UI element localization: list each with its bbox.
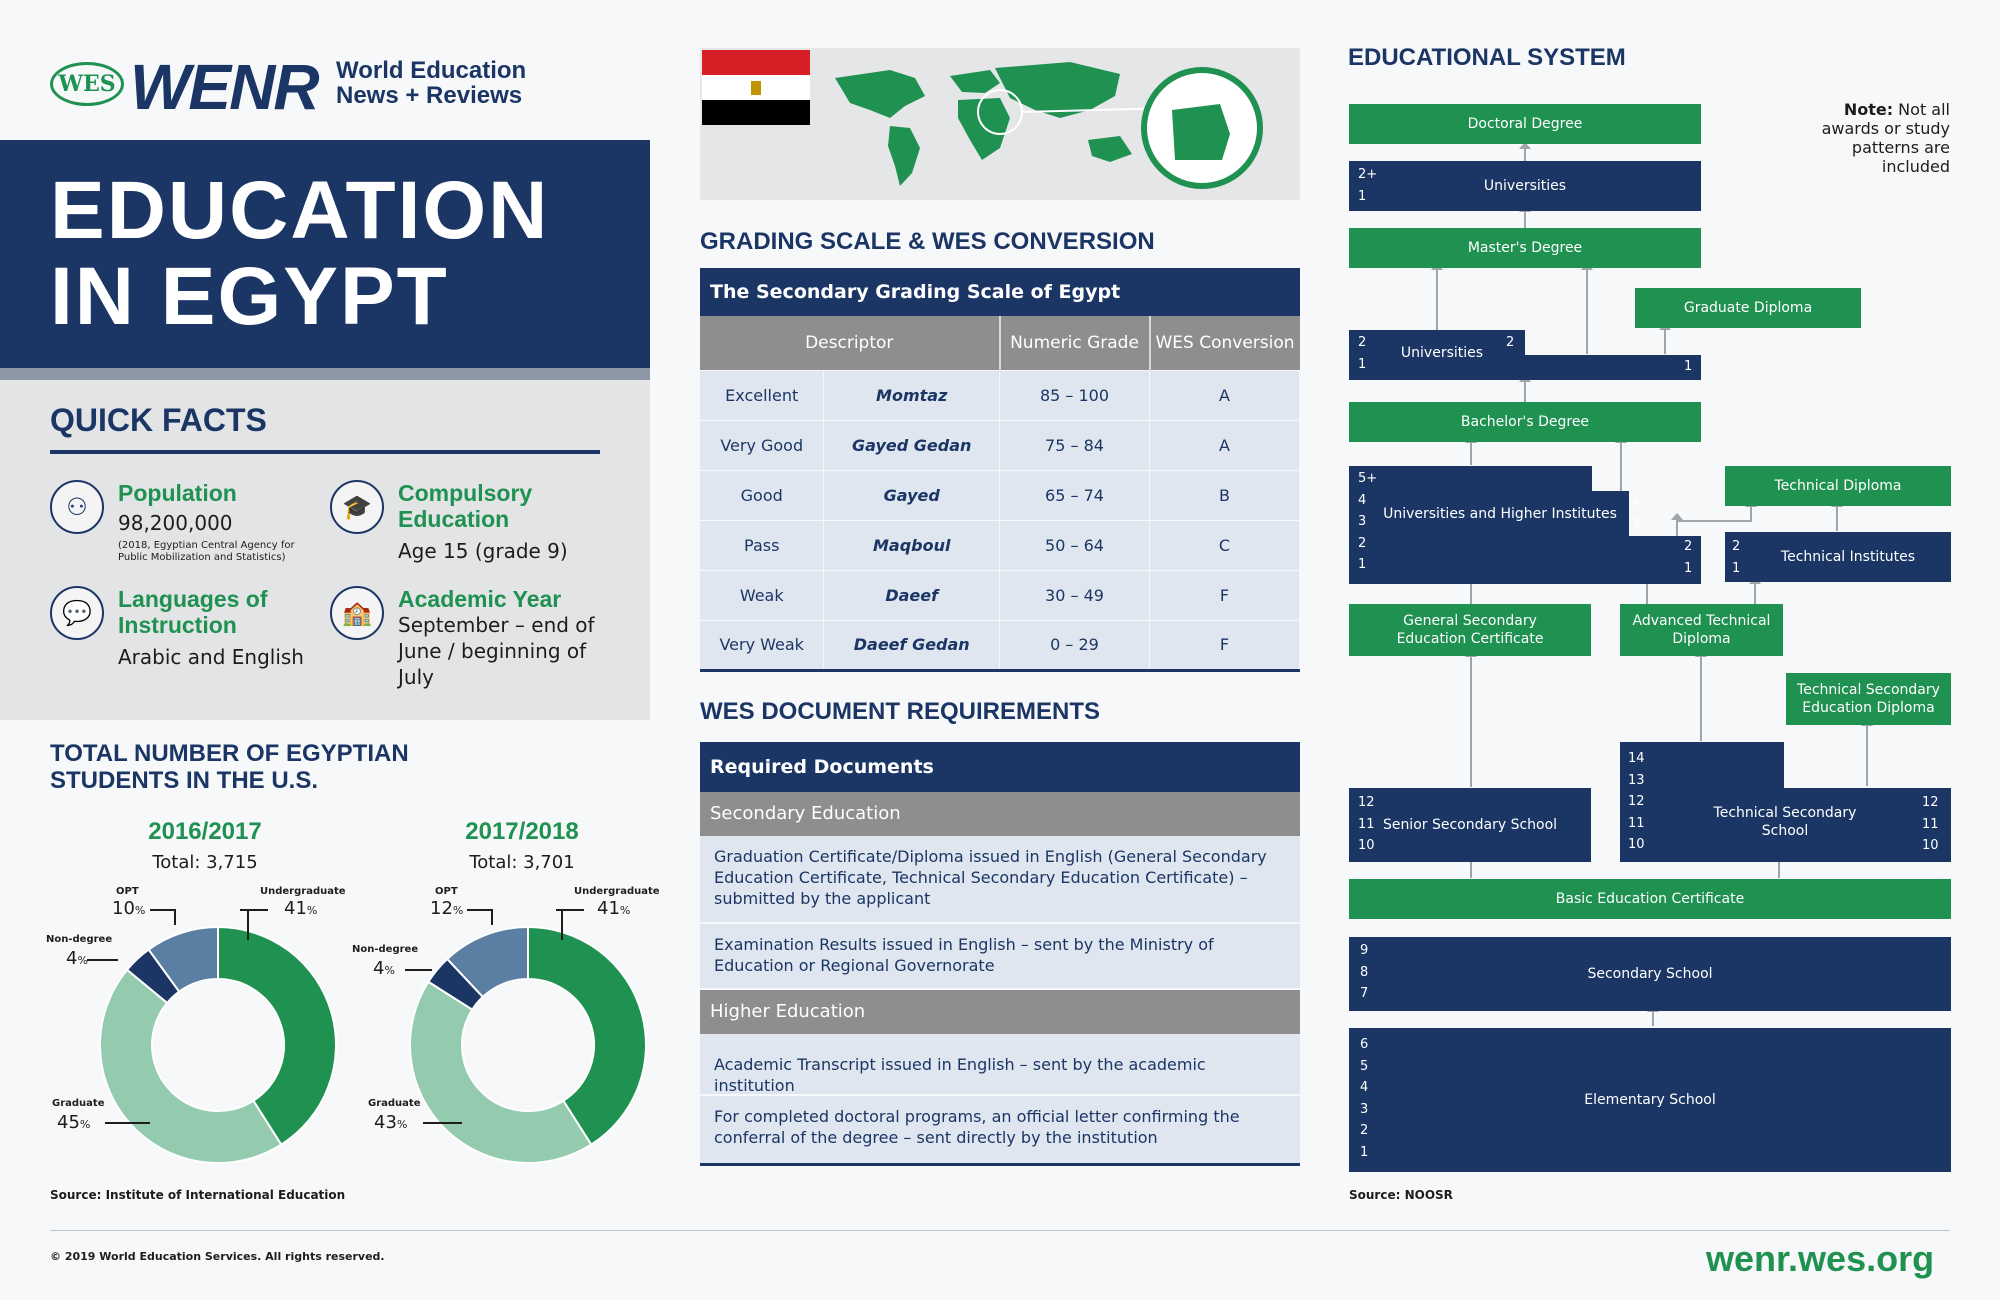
graduation-cap-icon: 🎓 [330, 480, 384, 534]
chart2-year: 2017/2018 [465, 818, 579, 845]
years-label: 2 1 [1684, 539, 1693, 576]
cell-numeric: 65 – 74 [1000, 470, 1150, 520]
egypt-map-icon [1172, 104, 1230, 160]
fact-label: Academic Year [398, 586, 562, 612]
label-non-degree: Non-degree [46, 934, 113, 945]
slice-graduate [100, 970, 281, 1163]
arrow [1470, 657, 1472, 787]
masters-degree-box: Master's Degree [1349, 228, 1701, 268]
cell-numeric: 0 – 29 [1000, 620, 1150, 670]
label-non-degree: Non-degree [352, 944, 419, 955]
arrow [1436, 270, 1438, 330]
secondary-education-label: Secondary Education [700, 792, 1300, 836]
years-label: 4 3 [1632, 495, 1641, 532]
chart1-total: Total: 3,715 [152, 852, 258, 873]
technical-secondary-diploma-box: Technical Secondary Education Diploma [1786, 673, 1951, 725]
label-graduate: Graduate [52, 1098, 105, 1109]
table-row [700, 520, 1300, 570]
page-title [0, 140, 650, 368]
documents-box-title: Required Documents [700, 742, 1300, 792]
documents-heading: WES DOCUMENT REQUIREMENTS [700, 698, 1101, 725]
higher-education-label: Higher Education [700, 990, 1300, 1034]
value-non-degree: 4% [66, 948, 88, 969]
cell-wes: C [1150, 520, 1300, 570]
cell-arabic-term: Gayed [824, 470, 1000, 520]
note-text: Not all awards or study patterns are included [1821, 100, 1950, 176]
cell-descriptor: Very Weak [700, 620, 824, 670]
cell-arabic-term: Maqboul [824, 520, 1000, 570]
graduate-diploma-box: Graduate Diploma [1635, 288, 1861, 328]
fact-compulsory-education [398, 480, 598, 564]
arrow [1754, 584, 1756, 604]
students-heading-line1: TOTAL NUMBER OF EGYPTIAN [50, 740, 409, 767]
fact-label: Languages of Instruction [118, 586, 268, 638]
years-label: 2+ 1 [1358, 167, 1378, 204]
label-opt: OPT [116, 886, 139, 897]
years-label: 9 8 7 [1360, 943, 1369, 1001]
column-wes-conversion: WES Conversion [1150, 316, 1300, 370]
label-graduate: Graduate [368, 1098, 421, 1109]
years-label: 12 11 10 [1922, 795, 1939, 853]
value-number: 41 [284, 898, 307, 919]
students-heading-line2: STUDENTS IN THE U.S. [50, 767, 319, 794]
fact-value: September – end of June / beginning of July [398, 613, 595, 689]
arrow [1524, 382, 1526, 402]
general-secondary-cert-box: General Secondary Education Certificate [1349, 604, 1591, 656]
cell-numeric: 85 – 100 [1000, 370, 1150, 420]
logo-line1: World Education [336, 57, 527, 84]
cell-wes: F [1150, 620, 1300, 670]
edu-system-note [1800, 100, 1950, 176]
speech-bubble-icon: 💬 [50, 586, 104, 640]
logo-line2: News + Reviews [336, 82, 523, 109]
grading-table [700, 268, 1300, 672]
edu-system-source: Source: NOOSR [1349, 1188, 1453, 1202]
document-item: Graduation Certificate/Diploma issued in English (General Secondary Education Certificate, Technical Secondary Education Certificate) – submitted by the applicant [700, 836, 1300, 924]
table-row [700, 470, 1300, 520]
technical-secondary-school-box: Technical Secondary School [1713, 805, 1857, 839]
years-label: 2 [1506, 335, 1515, 350]
cell-descriptor: Good [700, 470, 824, 520]
table-row [700, 570, 1300, 620]
cell-arabic-term: Gayed Gedan [824, 420, 1000, 470]
chart2-total: Total: 3,701 [469, 852, 575, 873]
title-divider [0, 368, 650, 380]
people-icon: ⚇ [50, 480, 104, 534]
value-number: 4 [66, 948, 78, 969]
value-number: 43 [374, 1112, 397, 1133]
slice-graduate [410, 982, 591, 1163]
column-descriptor: Descriptor [700, 316, 1000, 370]
document-item: Academic Transcript issued in English – sent by the academic institution [700, 1034, 1300, 1096]
students-source: Source: Institute of International Education [50, 1188, 346, 1202]
elementary-school-box: Elementary School [1349, 1028, 1951, 1172]
value-number: 12 [430, 898, 453, 919]
value-graduate: 43% [374, 1112, 408, 1133]
school-building-icon: 🏫 [330, 586, 384, 640]
world-map-icon [835, 62, 1132, 186]
technical-secondary-shape [1620, 742, 1951, 862]
logo-subtitle [336, 58, 526, 108]
years-label: 12 11 10 [1358, 795, 1375, 853]
grading-heading: GRADING SCALE & WES CONVERSION [700, 228, 1155, 255]
label-undergraduate: Undergraduate [574, 886, 660, 897]
fact-languages [118, 586, 318, 670]
doctoral-degree-box: Doctoral Degree [1349, 104, 1701, 144]
students-heading [50, 740, 409, 794]
arrow [1652, 1012, 1654, 1026]
donut-charts [0, 870, 650, 1190]
donut-chart-2017 [410, 927, 646, 1163]
cell-arabic-term: Daeef Gedan [824, 620, 1000, 670]
secondary-school-box: Secondary School [1349, 937, 1951, 1011]
edu-system-heading: EDUCATIONAL SYSTEM [1348, 44, 1626, 71]
document-item: For completed doctoral programs, an official letter confirming the conferral of the degree – sent directly by the institution [700, 1096, 1300, 1166]
arrow [1778, 862, 1780, 878]
copyright: © 2019 World Education Services. All rights reserved. [50, 1250, 385, 1263]
label-undergraduate: Undergraduate [260, 886, 346, 897]
years-label: 6 5 4 3 2 1 [1360, 1037, 1369, 1160]
value-undergraduate: 41% [284, 898, 318, 919]
arrow [1750, 507, 1752, 521]
fact-academic-year [398, 586, 598, 690]
fact-value: Arabic and English [118, 645, 304, 669]
cell-arabic-term: Momtaz [824, 370, 1000, 420]
column-numeric-grade: Numeric Grade [1000, 316, 1150, 370]
arrow [1646, 584, 1648, 604]
fact-population [118, 480, 318, 564]
leader-line [150, 910, 175, 925]
arrow [1700, 657, 1702, 741]
egypt-flag-icon [702, 50, 810, 125]
value-opt: 10% [112, 898, 146, 919]
table-row [700, 420, 1300, 470]
wes-logo-mark [50, 62, 124, 106]
years-label: 1 [1684, 359, 1693, 374]
table-row [700, 620, 1300, 670]
donut-chart-2016 [100, 927, 336, 1163]
fact-label: Population [118, 480, 237, 506]
bachelors-degree-box: Bachelor's Degree [1349, 402, 1701, 442]
cell-wes: B [1150, 470, 1300, 520]
universities-box: Universities [1349, 161, 1701, 211]
value-opt: 12% [430, 898, 464, 919]
arrow [1836, 507, 1838, 531]
value-graduate: 45% [57, 1112, 91, 1133]
cell-descriptor: Excellent [700, 370, 824, 420]
value-number: 45 [57, 1112, 80, 1133]
years-label: 2 1 [1732, 539, 1741, 576]
basic-education-cert-box: Basic Education Certificate [1349, 879, 1951, 919]
cell-numeric: 30 – 49 [1000, 570, 1150, 620]
technical-institutes-box: Technical Institutes [1725, 532, 1951, 582]
site-link[interactable]: wenr.wes.org [1706, 1238, 1935, 1279]
years-label: 5+ 4 3 2 1 [1358, 471, 1378, 572]
arrow [1470, 443, 1472, 465]
cell-wes: A [1150, 370, 1300, 420]
technical-diploma-box: Technical Diploma [1725, 466, 1951, 506]
advanced-technical-diploma-box: Advanced Technical Diploma [1620, 604, 1783, 656]
label-opt: OPT [435, 886, 458, 897]
note-label: Note: [1843, 100, 1894, 119]
title-line1: EDUCATION [50, 165, 550, 256]
cell-numeric: 50 – 64 [1000, 520, 1150, 570]
senior-secondary-school-box: Senior Secondary School [1349, 788, 1591, 862]
fact-label: Compulsory Education [398, 480, 533, 532]
fact-note: (2018, Egyptian Central Agency for Public Mobilization and Statistics) [118, 540, 295, 563]
cell-wes: A [1150, 420, 1300, 470]
egypt-flag-and-map [700, 48, 1300, 200]
document-item: Examination Results issued in English – sent by the Ministry of Education or Regional Governorate [700, 924, 1300, 990]
wenr-logo: WENR [130, 51, 318, 123]
years-label: 2 1 [1358, 335, 1367, 372]
arrow [1470, 862, 1472, 878]
leader-line [467, 910, 492, 925]
fact-value: Age 15 (grade 9) [398, 539, 568, 563]
univ-higher-shape [1349, 466, 1701, 584]
arrow [1524, 149, 1526, 161]
table-row [700, 370, 1300, 420]
value-undergraduate: 41% [597, 898, 631, 919]
cell-descriptor: Pass [700, 520, 824, 570]
cell-arabic-term: Daeef [824, 570, 1000, 620]
quick-facts-heading: QUICK FACTS [50, 402, 267, 438]
univ-higher-box: Universities and Higher Institutes [1383, 506, 1617, 522]
value-number: 4 [373, 958, 385, 979]
cell-descriptor: Weak [700, 570, 824, 620]
value-non-degree: 4% [373, 958, 395, 979]
value-number: 41 [597, 898, 620, 919]
value-number: 10 [112, 898, 135, 919]
documents-box [700, 742, 1300, 1166]
title-line2: IN EGYPT [50, 251, 449, 342]
arrow [1470, 584, 1472, 604]
fact-value: 98,200,000 [118, 511, 233, 535]
grading-table-title: The Secondary Grading Scale of Egypt [700, 268, 1300, 316]
cell-descriptor: Very Good [700, 420, 824, 470]
arrow [1524, 212, 1526, 228]
years-label: 14 13 12 11 10 [1628, 751, 1645, 852]
chart1-year: 2016/2017 [148, 818, 262, 845]
universities2-box: Universities [1400, 345, 1484, 361]
quick-facts-rule [50, 450, 600, 454]
cell-wes: F [1150, 570, 1300, 620]
footer-rule [50, 1230, 1950, 1231]
wes-logo-text: WES [58, 71, 116, 97]
cell-numeric: 75 – 84 [1000, 420, 1150, 470]
